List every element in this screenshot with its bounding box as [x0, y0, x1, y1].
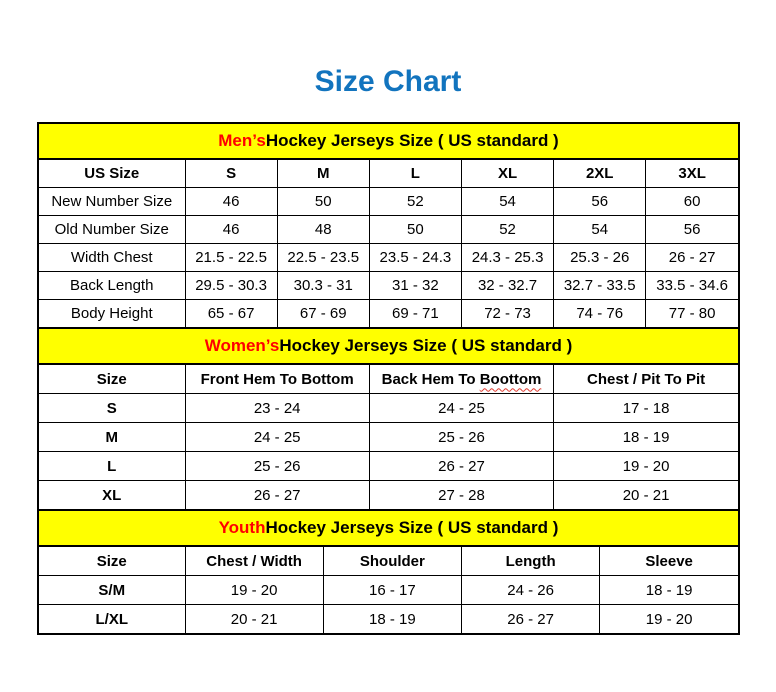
- row-label: New Number Size: [39, 188, 185, 216]
- size-value: 48: [277, 216, 369, 244]
- youth-banner-highlight: Youth: [218, 518, 266, 537]
- youth-section-banner: [39, 509, 738, 547]
- row-label: Body Height: [39, 300, 185, 328]
- table-row: [39, 244, 738, 272]
- table-row: [39, 452, 738, 481]
- youth-section: [39, 509, 738, 633]
- page-title: Size Chart: [314, 65, 462, 98]
- size-value: 20 - 21: [554, 481, 738, 510]
- size-value: 56: [554, 188, 646, 216]
- column-header: L: [369, 160, 461, 188]
- mens-banner-highlight: Men’s: [218, 131, 266, 150]
- size-value: 24 - 25: [185, 423, 369, 452]
- womens-banner-text: Hockey Jerseys Size ( US standard ): [279, 336, 573, 355]
- size-value: 19 - 20: [554, 452, 738, 481]
- size-value: 25 - 26: [369, 423, 553, 452]
- column-header: Shoulder: [323, 547, 461, 576]
- column-header: Front Hem To Bottom: [185, 365, 369, 394]
- column-header: Chest / Pit To Pit: [554, 365, 738, 394]
- size-value: 24 - 25: [369, 394, 553, 423]
- youth-size-table: [39, 547, 738, 633]
- table-row: [39, 576, 738, 605]
- size-value: 26 - 27: [185, 481, 369, 510]
- column-header-row: [39, 547, 738, 576]
- womens-banner-highlight: Women’s: [204, 336, 280, 355]
- size-value: 54: [461, 188, 553, 216]
- size-value: 54: [554, 216, 646, 244]
- row-label: Old Number Size: [39, 216, 185, 244]
- row-label: Width Chest: [39, 244, 185, 272]
- size-value: 30.3 - 31: [277, 272, 369, 300]
- size-value: 27 - 28: [369, 481, 553, 510]
- column-header: 2XL: [554, 160, 646, 188]
- size-value: 74 - 76: [554, 300, 646, 328]
- size-value: 20 - 21: [185, 605, 323, 634]
- row-label: L/XL: [39, 605, 185, 634]
- size-value: 52: [369, 188, 461, 216]
- size-value: 46: [185, 188, 277, 216]
- womens-size-table: [39, 365, 738, 509]
- table-row: [39, 605, 738, 634]
- row-label: Back Length: [39, 272, 185, 300]
- column-header: M: [277, 160, 369, 188]
- column-header: 3XL: [646, 160, 738, 188]
- size-value: 60: [646, 188, 738, 216]
- youth-banner-text: Hockey Jerseys Size ( US standard ): [265, 518, 559, 537]
- size-value: 22.5 - 23.5: [277, 244, 369, 272]
- size-value: 33.5 - 34.6: [646, 272, 738, 300]
- row-label: S/M: [39, 576, 185, 605]
- size-value: 18 - 19: [323, 605, 461, 634]
- column-header: Back Hem To Boottom: [369, 365, 553, 394]
- size-value: 19 - 20: [185, 576, 323, 605]
- column-header-row: [39, 365, 738, 394]
- size-value: 46: [185, 216, 277, 244]
- table-row: [39, 216, 738, 244]
- size-value: 50: [369, 216, 461, 244]
- row-label: M: [39, 423, 185, 452]
- size-value: 16 - 17: [323, 576, 461, 605]
- row-label: L: [39, 452, 185, 481]
- size-value: 26 - 27: [646, 244, 738, 272]
- womens-section-banner: [39, 327, 738, 365]
- mens-section-banner: [39, 124, 738, 160]
- column-header: Size: [39, 547, 185, 576]
- size-value: 52: [461, 216, 553, 244]
- column-header: Sleeve: [600, 547, 738, 576]
- table-row: [39, 300, 738, 328]
- column-header: Length: [462, 547, 600, 576]
- table-row: [39, 394, 738, 423]
- size-value: 56: [646, 216, 738, 244]
- size-value: 24.3 - 25.3: [461, 244, 553, 272]
- size-value: 65 - 67: [185, 300, 277, 328]
- size-value: 24 - 26: [462, 576, 600, 605]
- size-value: 72 - 73: [461, 300, 553, 328]
- size-value: 18 - 19: [600, 576, 738, 605]
- table-row: [39, 423, 738, 452]
- column-header: XL: [461, 160, 553, 188]
- size-value: 17 - 18: [554, 394, 738, 423]
- column-header: S: [185, 160, 277, 188]
- size-value: 18 - 19: [554, 423, 738, 452]
- size-value: 25.3 - 26: [554, 244, 646, 272]
- size-value: 26 - 27: [369, 452, 553, 481]
- column-header: US Size: [39, 160, 185, 188]
- row-label: XL: [39, 481, 185, 510]
- size-value: 26 - 27: [462, 605, 600, 634]
- column-header: Size: [39, 365, 185, 394]
- size-value: 69 - 71: [369, 300, 461, 328]
- size-value: 32 - 32.7: [461, 272, 553, 300]
- table-row: [39, 272, 738, 300]
- size-value: 29.5 - 30.3: [185, 272, 277, 300]
- size-value: 50: [277, 188, 369, 216]
- mens-banner-text: Hockey Jerseys Size ( US standard ): [265, 131, 559, 150]
- column-header: Chest / Width: [185, 547, 323, 576]
- misspelled-word: Boottom: [479, 370, 542, 388]
- size-value: 31 - 32: [369, 272, 461, 300]
- size-value: 21.5 - 22.5: [185, 244, 277, 272]
- size-chart-tables: [37, 122, 740, 635]
- size-value: 67 - 69: [277, 300, 369, 328]
- table-row: [39, 188, 738, 216]
- table-row: [39, 481, 738, 510]
- column-header-row: [39, 160, 738, 188]
- size-value: 19 - 20: [600, 605, 738, 634]
- row-label: S: [39, 394, 185, 423]
- size-value: 77 - 80: [646, 300, 738, 328]
- mens-section: [39, 124, 738, 327]
- mens-size-table: [39, 160, 738, 327]
- size-value: 23.5 - 24.3: [369, 244, 461, 272]
- size-value: 25 - 26: [185, 452, 369, 481]
- womens-section: [39, 327, 738, 509]
- size-value: 32.7 - 33.5: [554, 272, 646, 300]
- size-value: 23 - 24: [185, 394, 369, 423]
